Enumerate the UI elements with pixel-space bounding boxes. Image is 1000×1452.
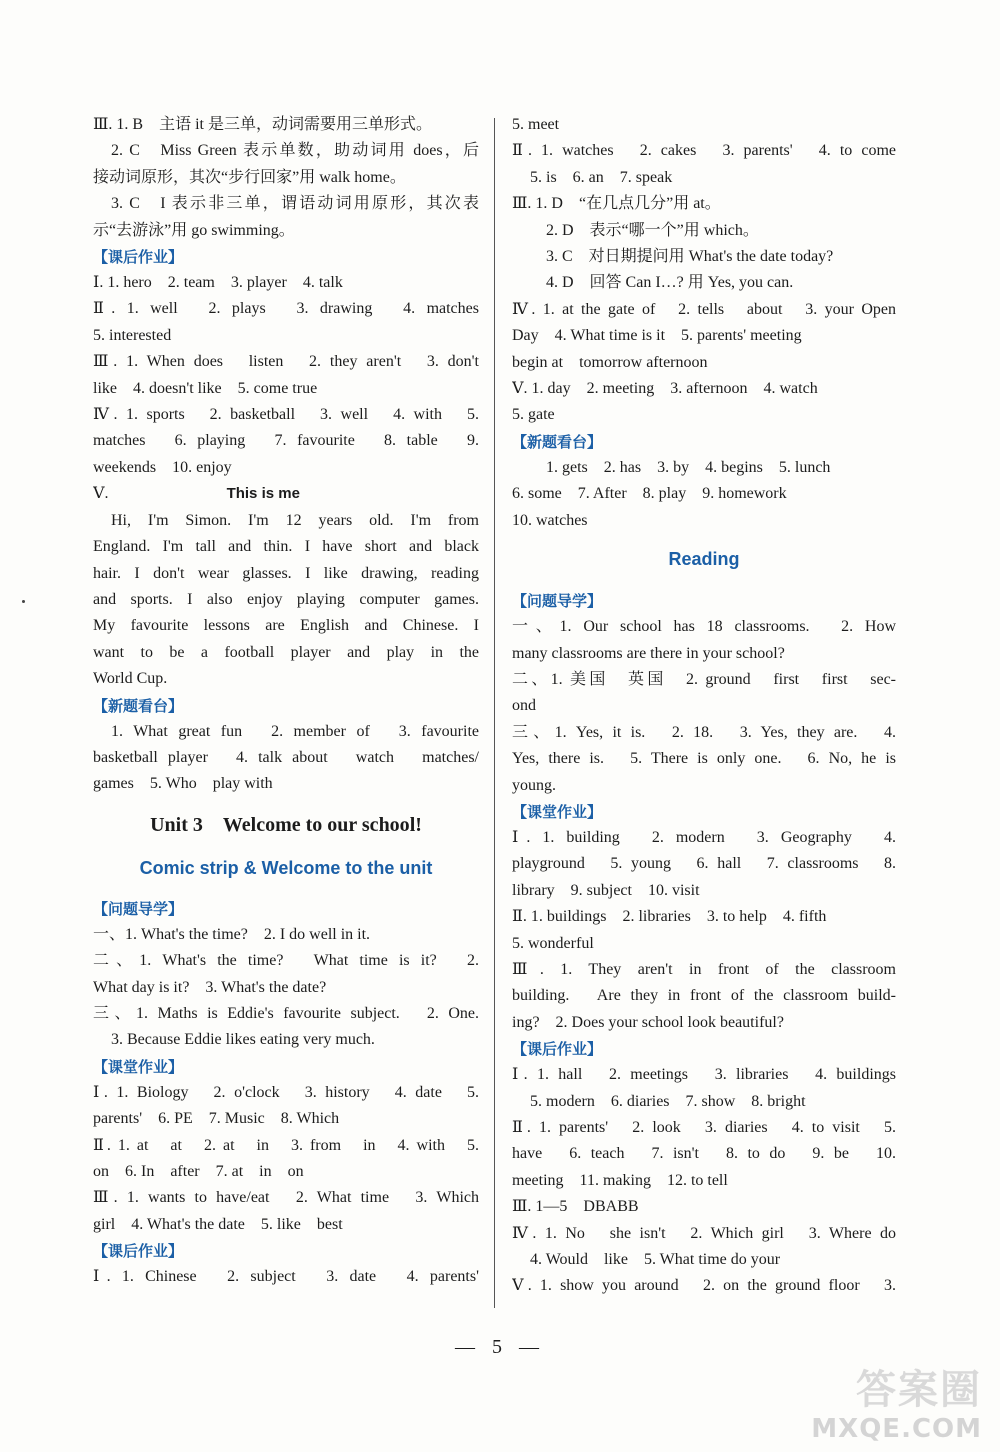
answer-line: 三、1. Yes, it is. 2. 18. 3. Yes, they are. 4. — [512, 723, 896, 741]
answer-line: 6. some 7. After 8. play 9. homework — [512, 485, 787, 503]
watermark-cn: 答案圈 — [856, 1367, 982, 1413]
answer-line: England. I'm tall and thin. I have short and black — [93, 538, 479, 556]
answer-line: What day is it? 3. What's the date? — [93, 978, 327, 996]
watermark-logo — [811, 1358, 986, 1444]
answer-line — [93, 481, 479, 507]
answer-line: girl 4. What's the date 5. like best — [93, 1215, 343, 1233]
watermark-en: MXQE.COM — [811, 1414, 982, 1444]
section-label: 【新题看台】 — [512, 432, 603, 451]
answer-line: want to be a football player and play in the — [93, 643, 479, 661]
answer-line: My favourite lessons are English and Chinese. I — [93, 617, 479, 635]
right-column — [512, 112, 896, 1300]
section-heading: Comic strip & Welcome to the unit — [139, 857, 433, 878]
answer-line: Ⅲ. 1. B 主语 it 是三单，动词需要用三单形式。 — [93, 116, 432, 133]
answer-line: Ⅰ. 1. hero 2. team 3. player 4. talk — [93, 274, 343, 292]
answer-line: 5. is 6. an 7. speak — [530, 168, 673, 186]
answer-line: playground 5. young 6. hall 7. classrooms 8. — [512, 855, 896, 873]
answer-line: begin at tomorrow afternoon — [512, 353, 708, 371]
answer-line: Ⅰ. 1. building 2. modern 3. Geography 4. — [512, 828, 896, 846]
answer-line: 3. Because Eddie likes eating very much. — [111, 1031, 375, 1049]
answer-line: 1. What great fun 2. member of 3. favourite — [111, 722, 479, 740]
answer-line: 4. D 回答 Can I…? 用 Yes, you can. — [546, 274, 794, 292]
answer-line: 5. wonderful — [512, 934, 594, 952]
answer-line: Day 4. What time is it 5. parents' meeting — [512, 327, 802, 345]
answer-line: basketball player 4. talk about watch matches/ — [93, 748, 479, 766]
answer-line: games 5. Who play with — [93, 775, 273, 793]
answer-line: 5. meet — [512, 116, 560, 133]
answer-line: Ⅰ. 1. Chinese 2. subject 3. date 4. parents' — [93, 1268, 479, 1286]
section-heading: Reading — [668, 549, 740, 570]
answer-line: 三、1. Maths is Eddie's favourite subject. 2. One. — [93, 1004, 479, 1022]
answer-line: Ⅳ. 1. sports 2. basketball 3. well 4. with 5. — [93, 406, 479, 424]
answer-line: 2. C Miss Green 表示单数，助动词用 does，后 — [111, 142, 479, 160]
answer-line: 示“去游泳”用 go swimming。 — [93, 221, 295, 239]
answer-line: Ⅰ. 1. Biology 2. o'clock 3. history 4. date 5. — [93, 1083, 479, 1101]
answer-line: 二、1. What's the time? What time is it? 2. — [93, 952, 479, 970]
answer-line: 一、1. What's the time? 2. I do well in it. — [93, 925, 371, 943]
answer-line: many classrooms are there in your school? — [512, 644, 785, 662]
answer-line: 3. C 对日期提问用 What's the date today? — [546, 248, 834, 266]
answer-line: parents' 6. PE 7. Music 8. Which — [93, 1110, 340, 1128]
page-number: — 5 — — [455, 1336, 545, 1358]
answer-line: 10. watches — [512, 511, 588, 529]
answer-line: 1. gets 2. has 3. by 4. begins 5. lunch — [546, 458, 831, 476]
answer-line: Ⅲ. 1. When does listen 2. they aren't 3. don't — [93, 353, 479, 371]
answer-line: have 6. teach 7. isn't 8. to do 9. be 10. — [512, 1145, 896, 1163]
answer-line: Ⅱ. 1. at at 2. at in 3. from in 4. with 5. — [93, 1136, 479, 1154]
answer-line: Ⅳ. 1. at the gate of 2. tells about 3. your Open — [512, 300, 896, 318]
answer-line: 2. D 表示“哪一个”用 which。 — [546, 221, 759, 239]
answer-line: Ⅱ. 1. well 2. plays 3. drawing 4. matches — [93, 300, 479, 318]
answer-line: World Cup. — [93, 670, 168, 688]
answer-line: Ⅱ. 1. watches 2. cakes 3. parents' 4. to come — [512, 142, 896, 160]
answer-line: Yes, there is. 5. There is only one. 6. No, he is — [512, 750, 896, 768]
answer-line: Ⅲ. 1. D “在几点几分”用 at。 — [512, 195, 721, 213]
essay-title: This is me — [226, 485, 300, 503]
section-label: 【课后作业】 — [93, 1242, 184, 1261]
answer-line: 3. C I 表示非三单，谓语动词用原形，其次表 — [111, 195, 479, 213]
answer-line: 5. interested — [93, 326, 172, 344]
section-label: 【问题导学】 — [93, 899, 184, 918]
answer-line: meeting 11. making 12. to tell — [512, 1171, 728, 1189]
answer-line: 一、1. Our school has 18 classrooms. 2. How — [512, 618, 896, 636]
answer-line: 4. Would like 5. What time do your — [530, 1251, 781, 1269]
scan-speck — [22, 600, 25, 603]
answer-line: Ⅴ. 1. day 2. meeting 3. afternoon 4. watch — [512, 380, 818, 398]
answer-line: on 6. In after 7. at in on — [93, 1163, 304, 1180]
answer-line: Ⅱ. 1. parents' 2. look 3. diaries 4. to visit 5. — [512, 1119, 896, 1136]
answer-line: Ⅴ. 1. show you around 2. on the ground floor 3. — [512, 1277, 896, 1295]
answer-line: library 9. subject 10. visit — [512, 881, 700, 899]
answer-line: Ⅳ. 1. No she isn't 2. Which girl 3. Where do — [512, 1224, 896, 1242]
answer-line: hair. I don't wear glasses. I like drawing, reading — [93, 564, 479, 582]
answer-line: 5. modern 6. diaries 7. show 8. bright — [530, 1092, 806, 1110]
answer-line: ond — [512, 697, 536, 715]
answer-line: like 4. doesn't like 5. come true — [93, 379, 318, 397]
answer-label: Ⅴ. — [93, 485, 109, 503]
answer-line: weekends 10. enjoy — [93, 458, 232, 476]
answer-line: Ⅲ. 1. They aren't in front of the classroom — [512, 960, 896, 978]
section-label: 【课后作业】 — [93, 248, 184, 267]
answer-line: Ⅱ. 1. buildings 2. libraries 3. to help 4. fifth — [512, 908, 827, 926]
section-label: 【课堂作业】 — [93, 1057, 184, 1076]
unit-heading: Unit 3 Welcome to our school! — [150, 813, 422, 836]
answer-line: Ⅰ. 1. hall 2. meetings 3. libraries 4. buildings — [512, 1066, 896, 1084]
answer-line: Ⅲ. 1—5 DBABB — [512, 1198, 639, 1216]
answer-line: 二、1. 美国 英国 2. ground first first sec- — [512, 670, 896, 688]
column-divider — [494, 118, 495, 1308]
section-label: 【新题看台】 — [93, 696, 184, 715]
answer-line: Ⅲ. 1. wants to have/eat 2. What time 3. Which — [93, 1189, 479, 1207]
answer-line: young. — [512, 776, 556, 794]
section-label: 【课堂作业】 — [512, 802, 603, 821]
answer-line: 接动词原形，其次“步行回家”用 walk home。 — [93, 168, 406, 186]
page-number-value: 5 — [492, 1336, 508, 1358]
answer-line: Hi, I'm Simon. I'm 12 years old. I'm from — [111, 511, 479, 529]
section-label: 【问题导学】 — [512, 592, 603, 611]
left-column — [93, 112, 479, 1291]
answer-line: ing? 2. Does your school look beautiful? — [512, 1013, 784, 1031]
answer-line: 5. gate — [512, 406, 555, 424]
answer-line: building. Are they in front of the classroom build- — [512, 987, 896, 1005]
answer-line: and sports. I also enjoy playing computer games. — [93, 590, 479, 608]
section-label: 【课后作业】 — [512, 1040, 603, 1059]
answer-line: matches 6. playing 7. favourite 8. table 9. — [93, 432, 479, 450]
